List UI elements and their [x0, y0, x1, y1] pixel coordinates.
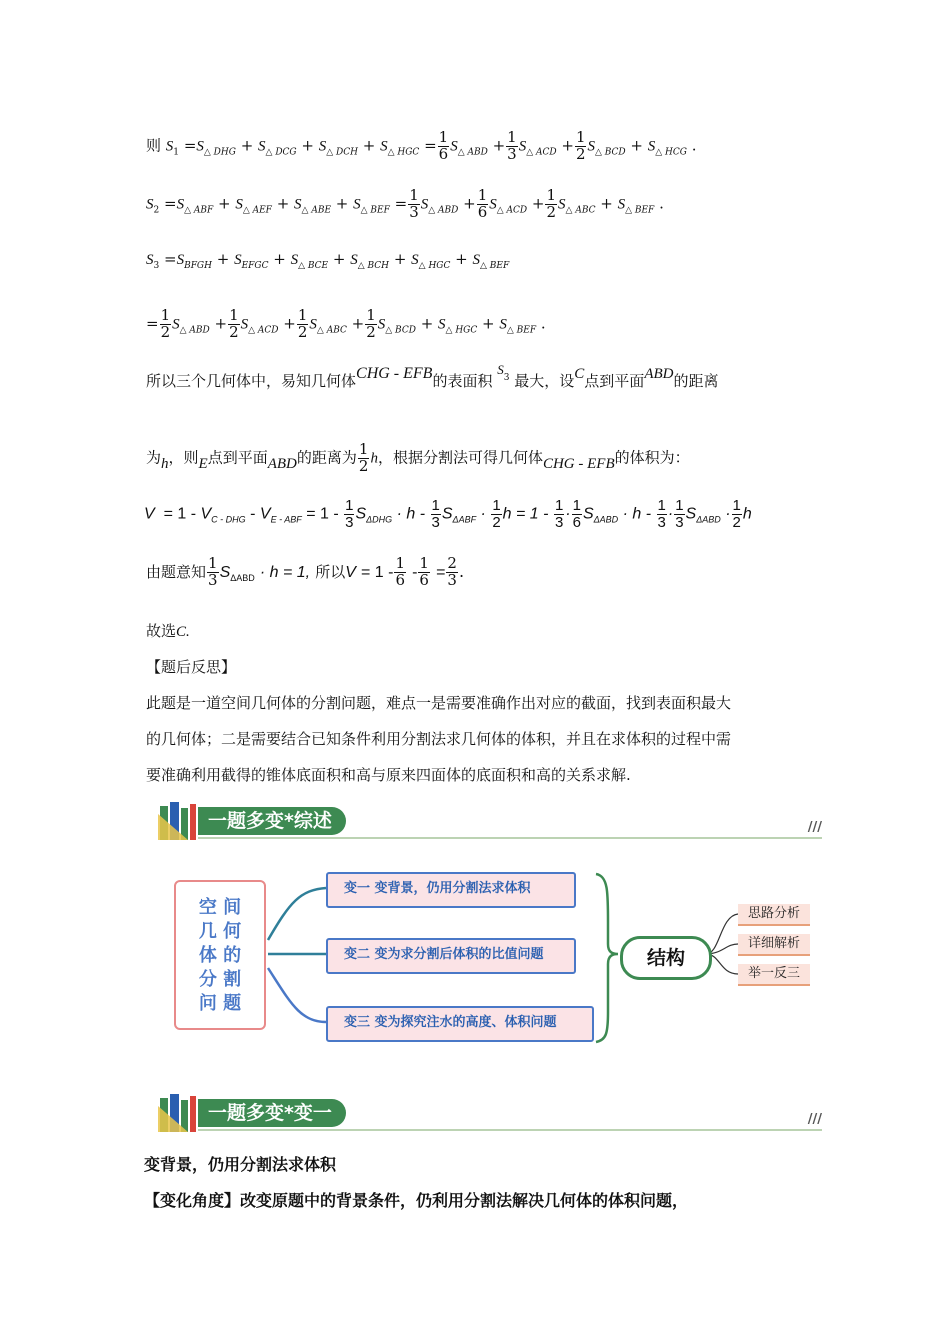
divider — [198, 837, 822, 839]
tag-analysis: 思路分析 — [738, 904, 810, 926]
reflection-title: 【题后反思】 — [146, 658, 237, 676]
paragraph-largest-surface: 所以三个几何体中，易知几何体CHG - EFB的表面积 $S_3$ 最大，设C点到平面ABD的距离 — [146, 362, 719, 390]
reflection-line: 要准确利用截得的锥体底面积和高与原来四面体的底面积和高的关系求解. — [146, 766, 631, 784]
equation-s3-expanded: = $\frac{1}{2}$ $S_{\triangle ABD}$ + $\frac{1}{2}$ $S_{\triangle ACD}$ + $\frac{1}{2}$ $S_{\triangle ABC}$ + $\frac{1}{2}$ $S_{\triangle BCD} + S_{\triangle HGC} + S_{\triangle BEF}$ . — [146, 306, 546, 341]
reflection-line: 的几何体；二是需要结合已知条件利用分割法求几何体的体积，并且在求体积的过程中需 — [146, 730, 732, 748]
section-header-variant-1 — [158, 1092, 822, 1136]
variant-angle: 【变化角度】改变原题中的背景条件，仍利用分割法解决几何体的体积问题， — [144, 1191, 689, 1210]
answer-line: 故选C. — [146, 622, 190, 640]
paragraph-distance: 为h，则E点到平面ABD的距离为 $\frac{1}{2}$ h，根据分割法可得几何体CHG - EFB的体积为： — [146, 440, 690, 475]
branch-variant-2: 变二 变为求分割后体积的比值问题 — [326, 938, 576, 974]
root-node — [174, 880, 266, 1030]
equation-s3: $S_3 =S_{BFGH} + S_{EFGC} + S_{\triangle BCE} + S_{\triangle BCH} + S_{\triangle HGC} + S_{\triangle BEF}$ — [146, 250, 510, 271]
slash-mark: /// — [807, 1112, 822, 1127]
root-node-text: 空 间 几 何 体 的 分 割 问 题 — [198, 897, 242, 1014]
slash-mark: /// — [807, 820, 822, 835]
mind-map — [150, 862, 830, 1052]
reflection-line: 此题是一道空间几何体的分割问题，难点一是需要准确作出对应的截面，找到表面积最大 — [146, 694, 732, 712]
divider — [198, 1129, 822, 1131]
branch-variant-3: 变三 变为探究注水的高度、体积问题 — [326, 1006, 594, 1042]
section-header-overview — [158, 800, 822, 844]
variant-title: 变背景，仍用分割法求体积 — [144, 1155, 337, 1174]
given-condition: 由题意知 $\frac{1}{3}$ $S_{\Delta ABD} \cdot h = 1$, 所以V = 1 - $\frac{1}{6}$ - $\frac{1}{6}$ = $\frac{2}{3}$ . — [146, 554, 465, 589]
equation-s1: 则 $S_1 =S_{\triangle DHG} + S_{\triangle DCG} + S_{\triangle DCH} + S_{\triangle HGC}$ = $\frac{1}{6}$ $S_{\triangle ABD}$ + $\frac{1}{3}$ $S_{\triangle ACD}$ + $\frac{1}{2}$ $S_{\triangle BCD} + S_{\triangle HCG}$ . — [146, 128, 697, 163]
section-title: 一题多变*变一 — [198, 1099, 346, 1127]
volume-equation: $V = 1 - V_{C - DHG} - V_{E - ABF} = 1$ - $\frac{1}{3}$ $S_{\Delta DHG} \cdot h$ - $\frac{1}{3}$ $S_{\Delta ABF}$ · $\frac{1}{2}$ h = 1 - $\frac{1}{3}$ · $\frac{1}{6}$ $S_{\Delta ABD} \cdot h$ - $\frac{1}{3}$ · $\frac{1}{3}$ $S_{\Delta ABD}$ · $\frac{1}{2}$ h — [144, 497, 752, 531]
structure-node: 结构 — [620, 936, 712, 980]
section-title: 一题多变*综述 — [198, 807, 346, 835]
tag-detailed: 详细解析 — [738, 934, 810, 956]
tag-extension: 举一反三 — [738, 964, 810, 986]
branch-variant-1: 变一 变背景，仍用分割法求体积 — [326, 872, 576, 908]
equation-s2: $S_2 =S_{\triangle ABF} + S_{\triangle AEF} + S_{\triangle ABE} + S_{\triangle BEF}$ = $\frac{1}{3}$ $S_{\triangle ABD}$ + $\frac{1}{6}$ $S_{\triangle ACD}$ + $\frac{1}{2}$ $S_{\triangle ABC} + S_{\triangle BEF}$ . — [146, 186, 664, 221]
